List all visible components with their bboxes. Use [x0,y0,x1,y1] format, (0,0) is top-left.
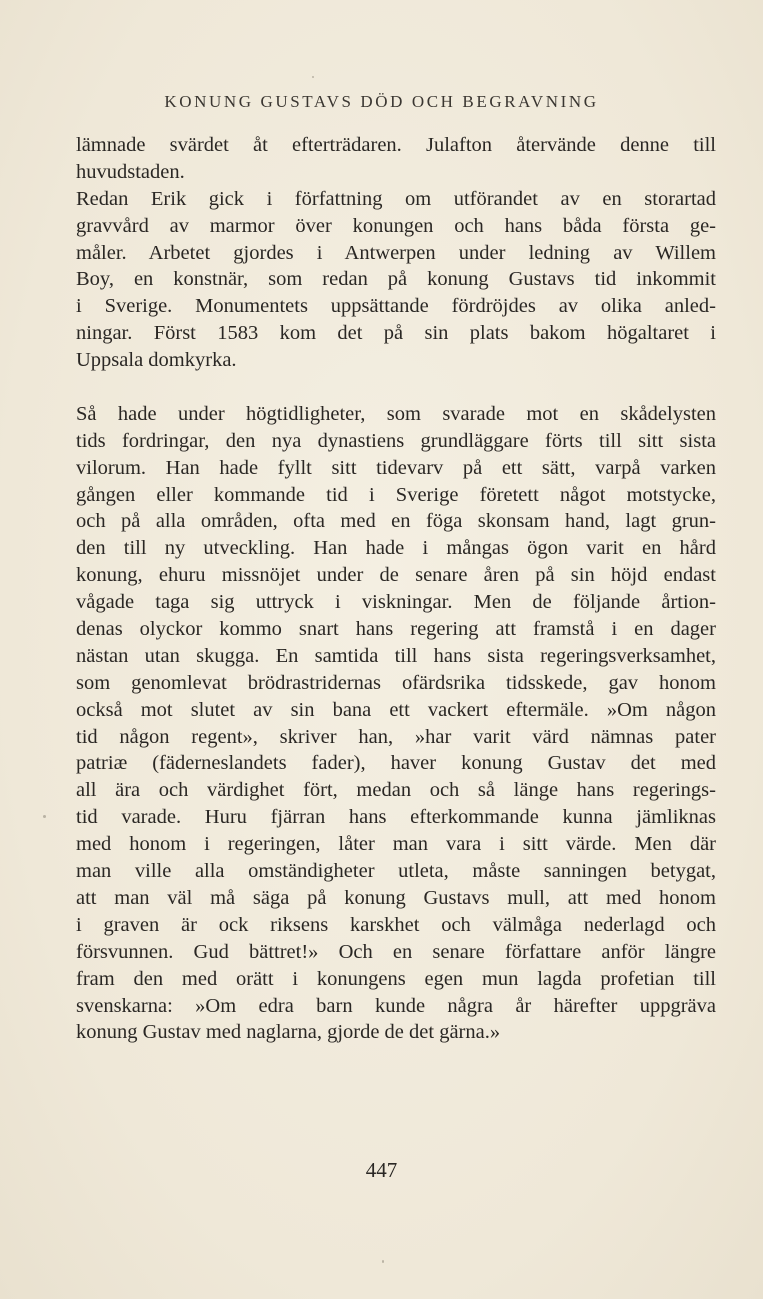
paper-speck [382,1260,384,1263]
text-line: Uppsala domkyrka. [76,349,237,372]
text-line: denas olyckor kommo snart hans regering att framstå i en dager [76,618,716,641]
text-line: man ville alla omständigheter utleta, måste sanningen betygat, [76,860,716,883]
text-line: fram den med orätt i konungens egen mun lagda profetian till [76,967,716,990]
text-line: den till ny utveckling. Han hade i mångas ögon varit en hård [76,537,716,560]
text-line: vilorum. Han hade fyllt sitt tidevarv på ett sätt, varpå varken [76,456,716,479]
text-line: gravvård av marmor över konungen och hans båda första ge- [76,214,716,237]
text-line: lämnade svärdet åt efterträdaren. Julafton återvände denne till [76,134,716,156]
paragraph-3 [76,401,716,1046]
text-line: och på alla områden, ofta med en föga skonsam hand, lagt grun- [76,510,716,533]
paper-speck [43,815,46,818]
text-line: tid varade. Huru fjärran hans efterkommande kunna jämliknas [76,806,716,829]
page-number: 447 [365,1158,398,1182]
text-line: patriæ (fäderneslandets fader), haver konung Gustav det med [76,752,716,775]
text-line: ningar. Först 1583 kom det på sin plats bakom högaltaret i [76,322,716,345]
text-line: gången eller kommande tid i Sverige företett något motstycke, [76,483,716,506]
paragraph-2 [76,186,716,374]
text-line: tids fordringar, den nya dynastiens grundläggare förts till sitt sista [76,429,716,452]
text-line: måler. Arbetet gjordes i Antwerpen under ledning av Willem [76,241,716,264]
text-line: att man väl må säga på konung Gustavs mull, att med honom [76,886,716,909]
text-line: som genomlevat brödrastridernas ofärdsrika tidsskede, gav honom [76,671,716,694]
text-line: all ära och värdighet fört, medan och så länge hans regerings- [76,779,716,802]
body-text [76,132,716,1046]
text-line: konung, ehuru missnöjet under de senare åren på sin höjd endast [76,564,716,587]
text-line: också mot slutet av sin bana ett vackert eftermäle. »Om någon [76,698,716,721]
text-line: tid någon regent», skriver han, »har varit värd nämnas pater [76,725,716,748]
text-line: vågade taga sig uttryck i viskningar. Men de följande årtion- [76,591,716,614]
text-line: svenskarna: »Om edra barn kunde några år härefter uppgräva [76,994,716,1017]
paragraph-gap [76,374,716,401]
text-line: i Sverige. Monumentets uppsättande fördröjdes av olika anled- [76,295,716,318]
text-line: nästan utan skugga. En samtida till hans sista regeringsverksamhet, [76,644,716,667]
text-line: Så hade under högtidligheter, som svarade mot en skådelysten [76,402,716,425]
text-line: i graven är ock riksens karskhet och välmåga nederlagd och [76,913,716,936]
text-line: försvunnen. Gud bättret!» Och en senare författare anför längre [76,940,716,963]
text-line: konung Gustav med naglarna, gjorde de det gärna.» [76,1021,501,1044]
text-line: med honom i regeringen, låter man vara i sitt värde. Men där [76,833,716,856]
paragraph-1 [76,132,716,186]
paper-speck [312,76,314,78]
text-line: Boy, en konstnär, som redan på konung Gustavs tid inkommit [76,268,716,291]
running-head: KONUNG GUSTAVS DÖD OCH BEGRAVNING [164,92,599,111]
text-line: Redan Erik gick i författning om utförandet av en storartad [76,187,716,210]
text-line: huvudstaden. [76,160,185,183]
